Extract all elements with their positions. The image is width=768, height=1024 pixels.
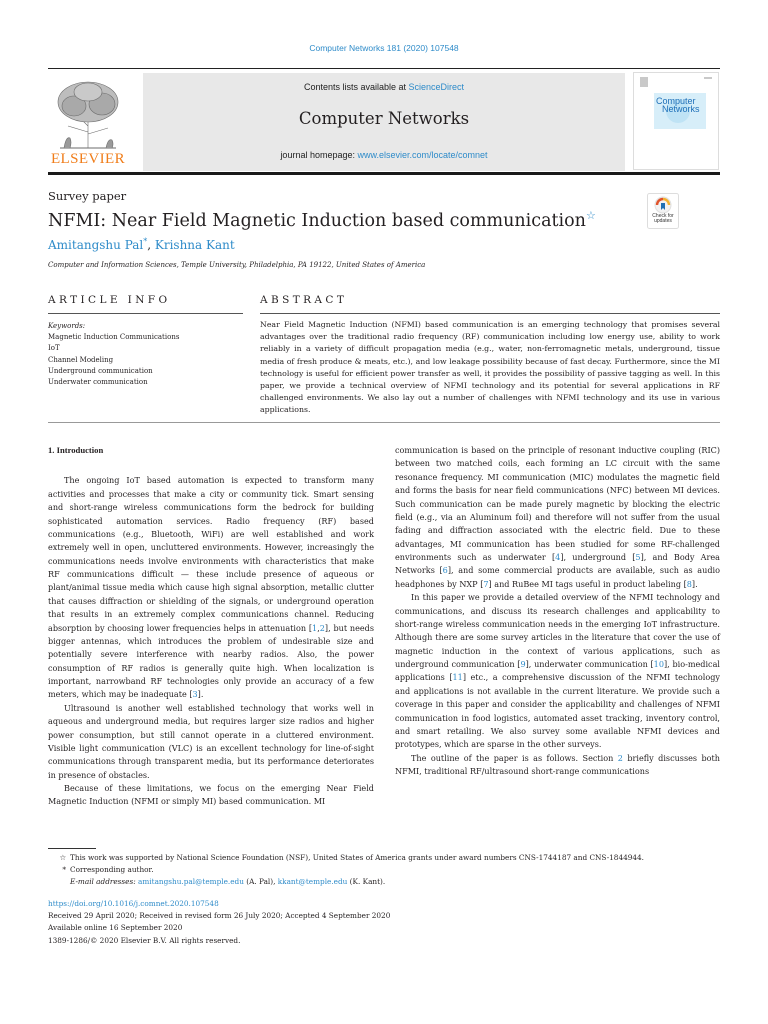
cover-title-line2: Networks bbox=[662, 104, 700, 114]
paragraph-text: ]. bbox=[197, 689, 204, 700]
left-column bbox=[48, 444, 374, 809]
keyword-item: IoT bbox=[48, 344, 60, 353]
elsevier-tree-icon bbox=[48, 76, 128, 150]
citation-link[interactable]: 5 bbox=[635, 552, 641, 562]
cover-art-icon bbox=[634, 73, 718, 169]
elsevier-logo bbox=[48, 76, 128, 168]
paragraph-text: ], and some commercial products are available, such as audio headphones by NXP [ bbox=[395, 565, 720, 589]
paper-title bbox=[48, 209, 596, 231]
paragraph-text: ] and RuBee MI tags useful in product labeling [ bbox=[488, 578, 687, 589]
journal-cover bbox=[633, 72, 719, 170]
paragraph-text: communication is based on the principle of resonant inductive coupling (RIC) between two matched coils, each forming an LC circuit with the same resonance frequency. MI communication (MIC) modulates the magnetic field and forms the basis for near field communications (NFC) between MI devices. Such communication can be made purely magnetic by blocking the electric field (e.g., via an Aluminum foil) and therefore will not suffer from the usual fading and diffraction associated with the electric field. Due to these advantages, MI communication has been studied for some RF-challenged environments such as underwater [ bbox=[395, 445, 720, 562]
header-rule bbox=[48, 68, 720, 69]
article-info-heading: ARTICLE INFO bbox=[48, 294, 171, 306]
available-online: Available online 16 September 2020 bbox=[48, 923, 183, 933]
paragraph-text: briefly discusses both NFMI, traditional RF/ultrasound short-range communications bbox=[395, 752, 720, 776]
author-separator: , bbox=[147, 238, 155, 252]
email-footnote bbox=[48, 876, 728, 888]
doi-link[interactable]: https://doi.org/10.1016/j.comnet.2020.107548 bbox=[48, 899, 219, 908]
homepage-link[interactable]: www.elsevier.com/locate/comnet bbox=[357, 150, 488, 160]
homepage-prefix: journal homepage: bbox=[280, 150, 358, 160]
paragraph-text: ], underground [ bbox=[560, 552, 636, 562]
paper-title-text: NFMI: Near Field Magnetic Induction based communication bbox=[48, 210, 586, 231]
paragraph bbox=[395, 752, 720, 779]
elsevier-wordmark: ELSEVIER bbox=[50, 151, 126, 167]
keyword-item: Magnetic Induction Communications bbox=[48, 333, 180, 342]
right-column bbox=[395, 444, 720, 778]
affiliation: Computer and Information Sciences, Temple University, Philadelphia, PA 19122, United States of America bbox=[48, 261, 426, 269]
keyword-item: Underground communication bbox=[48, 366, 153, 375]
footnote-mark: * bbox=[62, 865, 66, 874]
paragraph-text: ], but needs bigger antennas, which introduces the problem of undesirable size and potentially severe interference with nearby radios. Also, the power consumption of RF radios is generally quite high. When localization is important, narrowband RF technologies only provide an accuracy of a few meters, which may be inadequate [ bbox=[48, 622, 374, 700]
badge-label bbox=[647, 214, 679, 225]
email-link-kant[interactable]: kkant@temple.edu bbox=[277, 877, 348, 886]
section-title-gap bbox=[48, 457, 374, 474]
author-list bbox=[48, 237, 235, 252]
paragraph bbox=[48, 474, 374, 701]
footnote-rule bbox=[48, 848, 96, 849]
paragraph bbox=[395, 444, 720, 591]
abstract-bottom-rule bbox=[48, 422, 720, 423]
paragraph-text: ], bio-medical applications [ bbox=[395, 659, 720, 683]
footnote-mark: ☆ bbox=[59, 853, 66, 862]
contents-line bbox=[143, 82, 625, 92]
corresponding-footnote bbox=[48, 864, 728, 876]
paragraph-text: The ongoing IoT based automation is expected to transform many activities and processes that make a city or community tick. Smart sensing and short-range wireless communications form the bedrock for building sophisticated automation services. Radio frequency (RF) based communications (e.g., Bluetooth, WiFi) are well established and work extremely well in open, uncluttered environments. However, increasingly the communications needs involve environments with characteristics that make RF communications difficult — these include presence of aqueous or plant/animal tissue media which cause high signal absorption, metallic clutter that causes diffraction or shielding of the signals, or underground operation that results in an extremely complex communications channel. Reducing absorption by choosing lower frequencies helps in attenuation [ bbox=[48, 475, 374, 633]
citation-link[interactable]: 3 bbox=[192, 689, 198, 700]
paragraph-text: ], and Body Area Networks [ bbox=[395, 552, 720, 576]
email-owner: (K. Kant). bbox=[347, 877, 386, 886]
check-for-updates-badge[interactable] bbox=[647, 193, 679, 229]
citation-link[interactable]: 1 bbox=[312, 622, 318, 633]
homepage-line bbox=[143, 150, 625, 160]
journal-title: Computer Networks bbox=[298, 109, 470, 128]
footnote-text: Corresponding author. bbox=[70, 865, 154, 874]
keyword-item: Channel Modeling bbox=[48, 355, 114, 364]
citation-link[interactable]: 11 bbox=[452, 672, 463, 683]
cover-title bbox=[656, 97, 700, 113]
cover-title-line1: Computer bbox=[656, 96, 696, 106]
journal-banner bbox=[143, 73, 625, 171]
section-title-introduction: 1. Introduction bbox=[48, 445, 104, 455]
title-footnote-mark[interactable]: ☆ bbox=[585, 209, 596, 222]
keywords-block bbox=[48, 321, 179, 388]
sciencedirect-link[interactable]: ScienceDirect bbox=[408, 82, 465, 92]
citation-link[interactable]: 6 bbox=[442, 565, 448, 576]
abstract-text: Near Field Magnetic Induction (NFMI) based communication is an emerging technology that promises several advantages over the traditional radio frequency (RF) communication including low energy use, ability to work reliably in a variety of difficult propagation media (e.g., water, non-ferromagnetic metals, underground, tissue media of fresh produce & meats, etc.), and low leakage possibility because of fast decay. Furthermore, since the MI technology is useful for efficient power transfer as well, it provides the possibility of passive tagging as well. In this paper, we provide a technical overview of NFMI technology and its potential for several applications in RF challenged environments. We also lay out a number of challenges with NFMI technology and its use in various applications. bbox=[260, 320, 720, 415]
paragraph-text: ] etc., a comprehensive discussion of the NFMI technology and applications is not available in the current literature. We provide such a coverage in this paper and consider the applicability and challenges of NFMI communication in food logistics, automated asset tracking, inventory control, and smart retailing. We also survey some available NFMI devices and prototypes, which are sparse in the other surveys. bbox=[395, 672, 720, 750]
footnote-text: This work was supported by National Science Foundation (NSF), United States of America grants under award numbers CNS-1744187 and CNS-1844944. bbox=[70, 853, 644, 862]
journal-citation[interactable]: Computer Networks 181 (2020) 107548 bbox=[309, 43, 459, 53]
banner-bottom-rule bbox=[48, 172, 720, 175]
paragraph bbox=[395, 591, 720, 752]
paragraph-text: ], underwater communication [ bbox=[525, 659, 654, 669]
citation-link[interactable]: 10 bbox=[653, 659, 664, 669]
paragraph: Because of these limitations, we focus on the emerging Near Field Magnetic Induction (NFMI or simply MI) based communication. MI bbox=[48, 783, 374, 807]
paragraph-text: The outline of the paper is as follows. Section bbox=[411, 752, 618, 763]
history-dates: Received 29 April 2020; Received in revised form 26 July 2020; Accepted 4 September 2020 bbox=[48, 911, 391, 921]
keywords-label: Keywords: bbox=[48, 322, 86, 330]
citation-separator: , bbox=[317, 622, 320, 633]
badge-line2: updates bbox=[654, 218, 672, 225]
section-cross-reference[interactable]: 2 bbox=[617, 752, 623, 763]
article-type: Survey paper bbox=[48, 189, 127, 203]
author-pal[interactable]: Amitangshu Pal bbox=[48, 238, 144, 252]
email-label: E-mail addresses: bbox=[70, 877, 136, 886]
footnotes bbox=[48, 852, 728, 888]
keyword-item: Underwater communication bbox=[48, 378, 148, 387]
paragraph: Ultrasound is another well established technology that works well in aqueous and underground media, but requires larger size radios and higher power consumption, but still cannot operate in a cluttered environment. Visible light communication (VLC) is an excellent technology for line-of-sight communications through transparent media, but its performance deteriorates in presence of obstacles. bbox=[48, 702, 374, 780]
citation-link[interactable]: 7 bbox=[483, 578, 489, 589]
citation-link[interactable]: 8 bbox=[686, 578, 692, 589]
email-owner: (A. Pal), bbox=[243, 877, 278, 886]
corresponding-author-mark[interactable]: * bbox=[143, 237, 148, 246]
paragraph-text: In this paper we provide a detailed overview of the NFMI technology and communications, and discuss its research challenges and applicability to short-range wireless communication needs in the emerging IoT infrastructure. Although there are some survey articles in the literature that cover the use of magnetic induction in the context of various applications, such as underground communication [ bbox=[395, 592, 720, 669]
article-info-rule bbox=[48, 313, 243, 314]
funding-footnote bbox=[48, 852, 728, 864]
citation-link[interactable]: 2 bbox=[319, 622, 325, 633]
email-link-pal[interactable]: amitangshu.pal@temple.edu bbox=[138, 877, 244, 886]
author-kant[interactable]: Krishna Kant bbox=[154, 238, 235, 252]
citation-link[interactable]: 4 bbox=[555, 552, 561, 562]
abstract-heading: ABSTRACT bbox=[260, 294, 348, 306]
badge-line1: Check for bbox=[652, 213, 674, 219]
paragraph-text: ]. bbox=[691, 578, 698, 589]
abstract-top-rule bbox=[260, 313, 720, 314]
article-metadata bbox=[48, 898, 390, 947]
copyright: 1389-1286/© 2020 Elsevier B.V. All rights reserved. bbox=[48, 935, 241, 945]
contents-prefix: Contents lists available at bbox=[303, 82, 409, 92]
citation-link[interactable]: 9 bbox=[520, 659, 526, 669]
